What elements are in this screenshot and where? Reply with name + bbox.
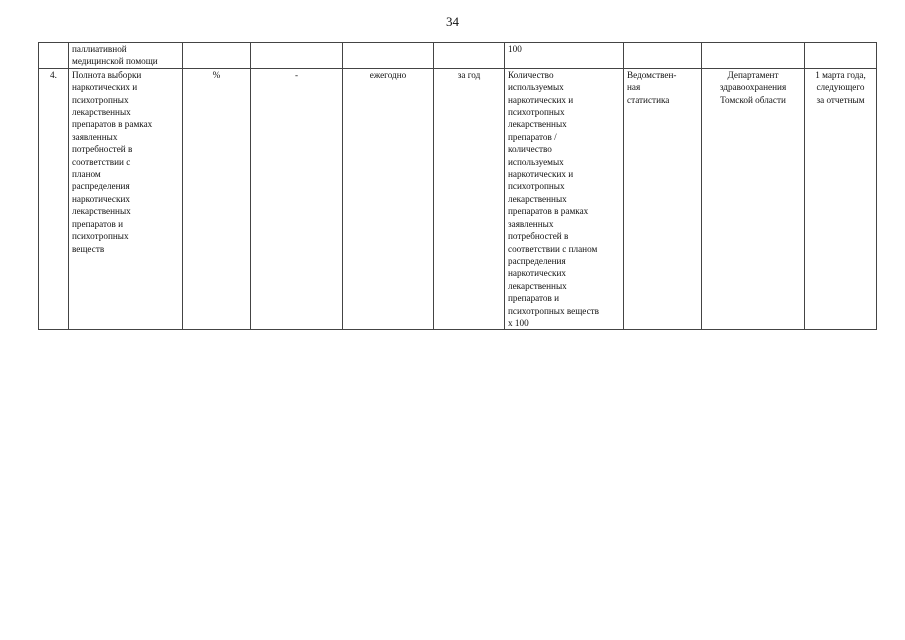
periodicity-cell — [343, 43, 434, 69]
source-cell: Ведомствен- ная статистика — [624, 68, 702, 330]
row-number-cell — [39, 43, 69, 69]
table-row — [39, 68, 877, 330]
source-cell — [624, 43, 702, 69]
indicator-table — [38, 42, 877, 330]
responsible-cell — [702, 43, 805, 69]
periodicity-cell: ежегодно — [343, 68, 434, 330]
period-cell — [434, 43, 505, 69]
unit-cell — [183, 43, 251, 69]
unit-cell: % — [183, 68, 251, 330]
table-row — [39, 43, 877, 69]
period-cell: за год — [434, 68, 505, 330]
dynamics-cell: - — [251, 68, 343, 330]
indicator-name-cell: паллиативной медицинской помощи — [69, 43, 183, 69]
formula-cell: 100 — [505, 43, 624, 69]
responsible-cell: Департамент здравоохранения Томской области — [702, 68, 805, 330]
deadline-cell — [805, 43, 877, 69]
page-number: 34 — [446, 14, 459, 29]
dynamics-cell — [251, 43, 343, 69]
row-number-cell: 4. — [39, 68, 69, 330]
formula-cell: Количество используемых наркотических и психотропных лекарственных препаратов / количество используемых наркотических и психотропных лекарственных препаратов в рамках заявленных потребностей в соответствии с планом распределения наркотических лекарственных препаратов и психотропных веществ х 100 — [505, 68, 624, 330]
indicator-name-cell: Полнота выборки наркотических и психотропных лекарственных препаратов в рамках заявленных потребностей в соответствии с планом распределения наркотических лекарственных препаратов и психотропных веществ — [69, 68, 183, 330]
deadline-cell: 1 марта года, следующего за отчетным — [805, 68, 877, 330]
